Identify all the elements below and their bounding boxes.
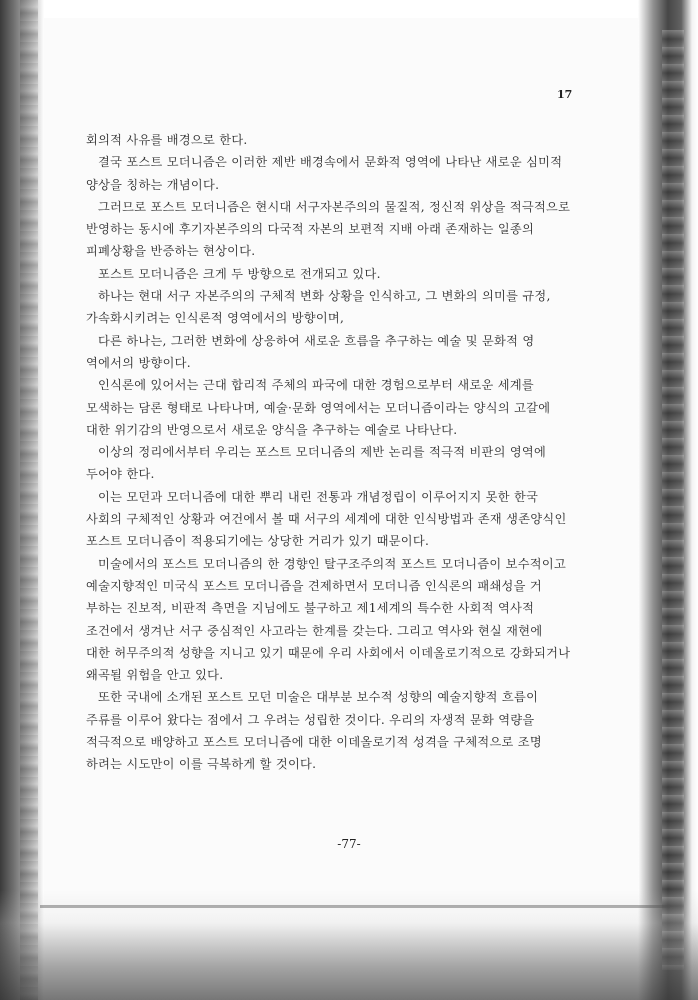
text-line: 다른 하나는, 그러한 변화에 상응하여 새로운 흐름을 추구하는 예술 및 문화적 영 bbox=[98, 333, 535, 348]
text-line: 이상의 정리에서부터 우리는 포스트 모더니즘의 제반 논리를 적극적 비판의 영역에 bbox=[98, 445, 547, 460]
text-line: 미술에서의 포스트 모더니즘의 한 경향인 탈구조주의적 포스트 모더니즘이 보수적이고 bbox=[98, 556, 567, 571]
text-line: 회의적 사유를 배경으로 한다. bbox=[86, 133, 248, 147]
text-line: 하나는 현대 서구 자본주의의 구체적 변화 상황을 인식하고, 그 변화의 의미를 규정, bbox=[98, 289, 551, 304]
text-line: 포스트 모더니즘이 적용되기에는 상당한 거리가 있기 때문이다. bbox=[86, 534, 430, 549]
text-line: 이는 모던과 모더니즘에 대한 뿌리 내린 전통과 개념정립이 이루어지지 못한 한국 bbox=[98, 489, 539, 504]
text-line: 역에서의 방향이다. bbox=[86, 355, 191, 370]
text-line: 조건에서 생겨난 서구 중심적인 사고라는 한계를 갖는다. 그리고 역사와 현실 재현에 bbox=[86, 623, 543, 638]
text-line: 적극적으로 배양하고 포스트 모더니즘에 대한 이데올로기적 성격을 구체적으로 조명 bbox=[86, 735, 542, 750]
document-body bbox=[86, 129, 592, 776]
text-line: 왜곡될 위험을 안고 있다. bbox=[86, 668, 224, 683]
text-line: 대한 허무주의적 성향을 지니고 있기 때문에 우리 사회에서 이데올로기적으로 강화되거나 bbox=[86, 645, 571, 660]
text-line: 양상을 칭하는 개념이다. bbox=[86, 177, 220, 192]
text-line: 두어야 한다. bbox=[86, 467, 155, 482]
text-line: 인식론에 있어서는 근대 합리적 주체의 파국에 대한 경험으로부터 새로운 세계를 bbox=[98, 378, 534, 393]
text-line: 모색하는 담론 형태로 나타나며, 예술·문화 영역에서는 모더니즘이라는 양식의 고갈에 bbox=[86, 400, 551, 415]
text-line: 가속화시키려는 인식론적 영역에서의 방향이며, bbox=[86, 311, 345, 326]
text-line: 결국 포스트 모더니즘은 이러한 제반 배경속에서 문화적 영역에 나타난 새로운 심미적 bbox=[98, 155, 563, 170]
text-line: 그러므로 포스트 모더니즘은 현시대 서구자본주의의 물질적, 정신적 위상을 적극적으로 bbox=[98, 199, 571, 214]
text-line: 예술지향적인 미국식 포스트 모더니즘을 견제하면서 모더니즘 인식론의 패쇄성을 거 bbox=[86, 578, 542, 593]
text-line: 사회의 구체적인 상황과 여건에서 볼 때 서구의 세계에 대한 인식방법과 존재 생존양식인 bbox=[86, 512, 567, 527]
paper-bottom-edge bbox=[40, 905, 670, 908]
text-line: 대한 위기감의 반영으로서 새로운 양식을 추구하는 예술로 나타난다. bbox=[86, 422, 458, 437]
text-line: 포스트 모더니즘은 크게 두 방향으로 전개되고 있다. bbox=[98, 266, 381, 281]
text-line: 부하는 진보적, 비판적 측면을 지님에도 불구하고 제1세계의 특수한 사회적 역사적 bbox=[86, 601, 535, 616]
text-line: 또한 국내에 소개된 포스트 모던 미술은 대부분 보수적 성향의 예술지향적 흐름이 bbox=[98, 690, 539, 705]
text-line: 반영하는 동시에 후기자본주의의 다국적 자본의 보편적 지배 아래 존재하는 일종의 bbox=[86, 222, 535, 237]
text-line: 피폐상황을 반증하는 현상이다. bbox=[86, 244, 256, 259]
scan-streak-right bbox=[662, 30, 684, 970]
page-number-top: 17 bbox=[557, 88, 573, 101]
text-line: 하려는 시도만이 이를 극복하게 할 것이다. bbox=[86, 757, 317, 772]
text-line: 주류를 이루어 왔다는 점에서 그 우려는 성립한 것이다. 우리의 자생적 문화 역량을 bbox=[86, 712, 535, 727]
page-number-footer: -77- bbox=[337, 837, 361, 851]
